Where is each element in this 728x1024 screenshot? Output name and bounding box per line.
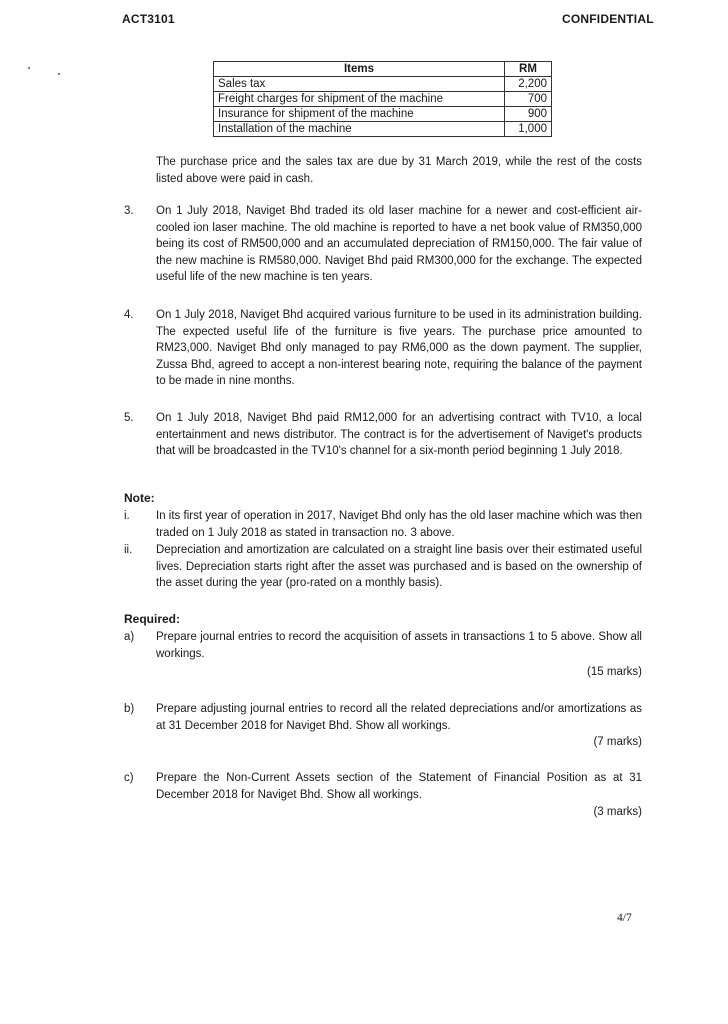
cost-table — [213, 61, 552, 137]
question-text: Prepare adjusting journal entries to record all the related depreciations and/or amortizations as at 31 December 2018 for Naviget Bhd. Show all workings. — [156, 703, 642, 732]
question-marker: b) — [124, 703, 135, 715]
item-cell: Installation of the machine — [214, 122, 505, 137]
question-marks: (15 marks) — [587, 666, 642, 678]
item-cell: Freight charges for shipment of the machine — [214, 92, 505, 107]
note-marker: ii. — [124, 544, 133, 556]
note-heading: Note: — [124, 491, 155, 505]
scan-speck — [58, 73, 60, 75]
required-heading: Required: — [124, 612, 181, 626]
table-row — [214, 92, 552, 107]
note-text: Depreciation and amortization are calculated on a straight line basis over their estimated useful lives. Depreciation starts right after the asset was purchased and is based on the ownership of the asset during the year (pro-rated on a monthly basis). — [156, 544, 642, 589]
item-cell: Insurance for shipment of the machine — [214, 107, 505, 122]
amount-cell: 900 — [505, 107, 552, 122]
course-code: ACT3101 — [122, 12, 175, 26]
table-row — [214, 122, 552, 137]
table-row — [214, 107, 552, 122]
transaction-text: On 1 July 2018, Naviget Bhd acquired various furniture to be used in its administration building. The expected useful life of the furniture is five years. The purchase price amounted to RM23,000. Naviget Bhd only managed to pay RM6,000 as the down payment. The supplier, Zussa Bhd, agreed to accept a non-interest bearing note, requiring the balance of the payment to be made in nine months. — [156, 309, 642, 387]
scan-speck — [28, 67, 30, 69]
amount-cell: 2,200 — [505, 77, 552, 92]
item-cell: Sales tax — [214, 77, 505, 92]
column-header-rm: RM — [505, 62, 552, 77]
amount-cell: 700 — [505, 92, 552, 107]
transaction-text: On 1 July 2018, Naviget Bhd paid RM12,000 for an advertising contract with TV10, a local entertainment and news distributor. The contract is for the advertisement of Naviget's products that will be broadcasted in the TV10's channel for a six-month period beginning 1 July 2018. — [156, 412, 642, 457]
table-row — [214, 77, 552, 92]
note-text: In its first year of operation in 2017, Naviget Bhd only has the old laser machine which was then traded on 1 July 2018 as stated in transaction no. 3 above. — [156, 510, 642, 539]
transaction-number: 3. — [124, 205, 134, 217]
confidential-label: CONFIDENTIAL — [562, 12, 654, 26]
note-marker: i. — [124, 510, 130, 522]
question-marker: c) — [124, 772, 134, 784]
question-marks: (7 marks) — [593, 736, 642, 748]
column-header-items: Items — [214, 62, 505, 77]
intro-paragraph: The purchase price and the sales tax are due by 31 March 2019, while the rest of the costs listed above were paid in cash. — [156, 156, 642, 185]
amount-cell: 1,000 — [505, 122, 552, 137]
transaction-text: On 1 July 2018, Naviget Bhd traded its old laser machine for a newer and cost-efficient air-cooled ion laser machine. The old machine is reported to have a net book value of RM350,000 being its cost of RM500,000 and an accumulated depreciation of RM150,000. The fair value of the new machine is RM580,000. Naviget Bhd paid RM300,000 for the exchange. The expected useful life of the new machine is ten years. — [156, 205, 642, 283]
page-number: 4/7 — [617, 912, 632, 924]
question-text: Prepare the Non-Current Assets section of the Statement of Financial Position as at 31 December 2018 for Naviget Bhd. Show all workings. — [156, 772, 642, 801]
transaction-number: 5. — [124, 412, 134, 424]
question-marker: a) — [124, 631, 135, 643]
transaction-number: 4. — [124, 309, 134, 321]
question-marks: (3 marks) — [593, 806, 642, 818]
question-text: Prepare journal entries to record the acquisition of assets in transactions 1 to 5 above. Show all workings. — [156, 631, 642, 660]
cost-table-header — [214, 62, 552, 77]
